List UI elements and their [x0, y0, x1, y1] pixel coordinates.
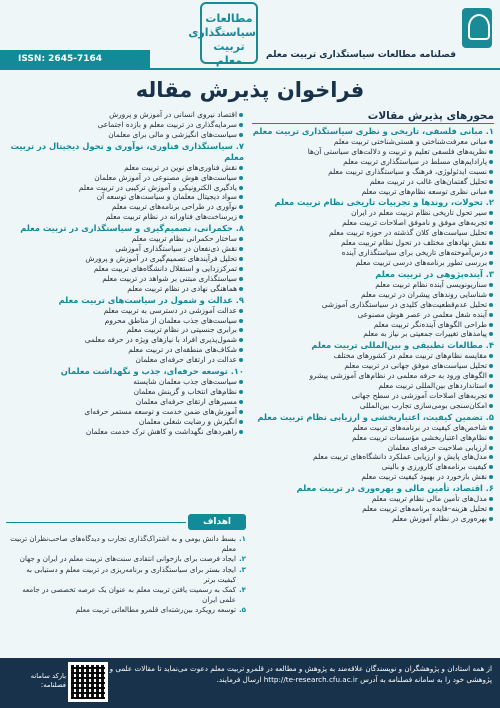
- goal-number: ۴.: [238, 585, 246, 595]
- goal-number: ۲.: [238, 554, 246, 564]
- list-item: امکان‌سنجی بومی‌سازی تجارب بین‌المللی: [252, 401, 494, 411]
- goal-item: [6, 554, 246, 564]
- list-item: تحلیل فرآیندهای تصمیم‌گیری در آموزش و پرورش: [8, 254, 244, 264]
- list-item: سواد دیجیتال معلمان و سیاست‌های توسعه آن: [8, 192, 244, 202]
- list-item: شاخص‌های کیفیت در برنامه‌های تربیت معلم: [252, 423, 494, 433]
- page-title: فراخوان پذیرش مقاله: [135, 78, 365, 102]
- goals-list: [6, 534, 246, 616]
- axes-heading: محورهای پذیرش مقالات: [252, 109, 494, 124]
- list-item: استانداردهای بین‌المللی تربیت معلم: [252, 381, 494, 391]
- logo-line-1: مطالعات: [205, 12, 253, 25]
- list-item: تحلیل هزینه–فایده برنامه‌های تربیت معلم: [252, 504, 494, 514]
- list-item: ارزیابی صلاحیت حرفه‌ای معلمان: [252, 443, 494, 453]
- list-item: نظریه‌های فلسفی تعلیم و تربیت و دلالت‌های سیاستی آن‌ها: [252, 147, 494, 157]
- list-item: سیاست‌های جذب معلمان از مناطق محروم: [8, 316, 244, 326]
- right-section-title: ۵. تضمین کیفیت، اعتباربخشی و ارزیابی نظام تربیت معلم: [257, 411, 494, 422]
- qr-code-icon[interactable]: [68, 662, 108, 702]
- list-item: سیاستگذاری مبتنی بر شواهد در تربیت معلم: [8, 274, 244, 284]
- list-item: سیر تحول تاریخی نظام تربیت معلم در ایران: [252, 208, 494, 218]
- list-item: تجربه‌های اصلاحات آموزشی در سطح جهانی: [252, 391, 494, 401]
- list-item: مبانی نظری توسعه نظام‌های تربیت معلم: [252, 187, 494, 197]
- list-item: آینده شغل معلمی در عصر هوش مصنوعی: [252, 310, 494, 320]
- list-item: مدل‌های تأمین مالی نظام تربیت معلم: [252, 494, 494, 504]
- right-section-title: ۲. تحولات، روندها و تجربیات تاریخی نظام تربیت معلم: [274, 197, 494, 208]
- list-item: شکاف‌های منطقه‌ای در تربیت معلم: [8, 345, 244, 355]
- left-column: [8, 110, 244, 436]
- list-item: زیرساخت‌های فناورانه در نظام تربیت معلم: [8, 212, 244, 222]
- right-section-title: ۴. مطالعات تطبیقی و بین‌المللی تربیت معلم: [311, 340, 494, 351]
- left-section-title: ۱۰. توسعه حرفه‌ای، جذب و نگهداشت معلمان: [60, 366, 244, 377]
- list-item: عدالت در ارتقای حرفه‌ای معلمان: [8, 355, 244, 365]
- goal-item: [6, 585, 246, 605]
- list-item: تحلیل سیاست‌های کلان گذشته در حوزه تربیت معلم: [252, 228, 494, 238]
- footer: [0, 658, 500, 708]
- list-item: سناریونویسی آینده نظام تربیت معلم: [252, 280, 494, 290]
- list-item: بررسی تطور برنامه‌های درسی تربیت معلم: [252, 258, 494, 268]
- list-item: راهبردهای نگهداشت و کاهش ترک خدمت معلمان: [8, 427, 244, 437]
- list-item: تمرکززدایی و استقلال دانشگاه‌های تربیت معلم: [8, 264, 244, 274]
- list-item: نقش نهادهای مختلف در تحول نظام تربیت معلم: [252, 238, 494, 248]
- list-item: سیاست‌های جذب معلمان شایسته: [8, 377, 244, 387]
- list-item: تجربه‌های موفق و ناموفق اصلاحات تربیت معلم: [252, 218, 494, 228]
- list-item: نقش بازخورد در بهبود کیفیت تربیت معلم: [252, 472, 494, 482]
- goal-text: ایجاد فرصت برای بازخوانی انتقادی سنت‌های تربیت معلم در ایران و جهان: [19, 554, 236, 564]
- goals-divider: [6, 522, 186, 523]
- right-section-title: ۶. اقتصاد، تأمین مالی و بهره‌وری در تربیت معلم: [296, 483, 494, 494]
- list-item: تحلیل عدم‌قطعیت‌های کلیدی در سیاستگذاری آموزشی: [252, 300, 494, 310]
- footer-invitation-text: از همه استادان و پژوهشگران و نویسندگان علاقه‌مند به پژوهش و مطالعه در قلمرو تربیت معلم دعوت می‌نماید تا مقالات علمی و پژوهشی خود را به سامانه فصلنامه به آدرس http://te-research.cfu.ac.ir ارسال فرمایند.: [109, 664, 492, 684]
- left-section-title: ۸. حکمرانی، تصمیم‌گیری و سیاستگذاری در تربیت معلم: [20, 223, 244, 234]
- list-item: مدل‌های پایش و ارزیابی عملکرد دانشگاه‌های تربیت معلم: [252, 452, 494, 462]
- goal-text: بسط دانش بومی و به اشتراک‌گذاری تجارب و دیدگاه‌های صاحب‌نظران تربیت معلم: [10, 534, 236, 554]
- list-item: نوآوری در طراحی برنامه‌های تربیت معلم: [8, 202, 244, 212]
- list-item: بهره‌وری در نظام آموزش معلم: [252, 514, 494, 524]
- list-item: آموزش‌های ضمن خدمت و توسعه مستمر حرفه‌ای: [8, 407, 244, 417]
- goal-item: [6, 534, 246, 554]
- list-item: سرمایه‌گذاری در تربیت معلم و بازده اجتماعی: [8, 120, 244, 130]
- goal-text: توسعه رویکرد بین‌رشته‌ای قلمرو مطالعاتی تربیت معلم: [75, 605, 236, 615]
- list-item: یادگیری الکترونیکی و آموزش ترکیبی در تربیت معلم: [8, 183, 244, 193]
- logo-line-3: تربیت معلم: [213, 40, 245, 67]
- list-item: مسیرهای ارتقای حرفه‌ای معلمان: [8, 397, 244, 407]
- goal-item: [6, 605, 246, 615]
- list-item: ساختار حکمرانی نظام تربیت معلم: [8, 234, 244, 244]
- list-item: هماهنگی نهادی در نظام تربیت معلم: [8, 284, 244, 294]
- list-item: شناسایی روندهای پیشران در تربیت معلم: [252, 290, 494, 300]
- journal-name: فصلنامه مطالعات سیاستگذاری تربیت معلم: [266, 50, 456, 60]
- university-emblem-icon: [462, 8, 492, 48]
- list-item: پیامدهای تغییرات جمعیتی بر نیاز به معلم: [252, 329, 494, 339]
- list-item: عدالت آموزشی در دسترسی به تربیت معلم: [8, 306, 244, 316]
- left-section-title: ۹. عدالت و شمول در سیاست‌های تربیت معلم: [58, 294, 244, 305]
- list-item: نقش ذی‌نفعان در سیاستگذاری آموزشی: [8, 244, 244, 254]
- list-item: نظام‌های اعتباربخشی مؤسسات تربیت معلم: [252, 433, 494, 443]
- list-item: سیاست‌های انگیزشی و مالی برای معلمان: [8, 130, 244, 140]
- right-section-title: ۱. مبانی فلسفی، تاریخی و نظری سیاستگذاری تربیت معلم: [252, 126, 494, 136]
- left-section-title: ۷. سیاستگذاری فناوری، نوآوری و تحول دیجیتال در تربیت معلم: [10, 140, 244, 162]
- goal-number: ۳.: [238, 564, 246, 574]
- list-item: کیفیت برنامه‌های کارورزی و بالینی: [252, 462, 494, 472]
- goal-item: [6, 565, 246, 585]
- right-section-title: ۳. آینده‌پژوهی در تربیت معلم: [375, 268, 494, 279]
- issn-badge: ISSN: 2645-7164: [0, 50, 150, 68]
- list-item: طراحی الگوهای آینده‌نگر تربیت معلم: [252, 320, 494, 330]
- journal-logo: [188, 2, 258, 67]
- list-item: تحلیل سیاست‌های موفق جهانی در تربیت معلم: [252, 361, 494, 371]
- goals-heading: اهداف: [188, 514, 246, 530]
- list-item: تحلیل گفتمان‌های غالب در تربیت معلم: [252, 177, 494, 187]
- list-item: شمول‌پذیری افراد با نیازهای ویژه در حرفه معلمی: [8, 335, 244, 345]
- list-item: نقش فناوری‌های نوین در تربیت معلم: [8, 163, 244, 173]
- header: [0, 0, 500, 72]
- header-divider: [0, 68, 500, 70]
- list-item: الگوهای ورود به حرفه معلمی در نظام‌های آموزشی پیشرو: [252, 371, 494, 381]
- goal-number: ۱.: [238, 534, 246, 543]
- list-item: مقایسه نظام‌های تربیت معلم در کشورهای مختلف: [252, 351, 494, 361]
- logo-line-2: سیاستگذاری: [188, 26, 256, 39]
- list-item: انگیزش و رضایت شغلی معلمان: [8, 417, 244, 427]
- list-item: اقتصاد نیروی انسانی در آموزش و پرورش: [8, 110, 244, 120]
- qr-caption: بارکد سامانه فصلنامه:: [30, 672, 66, 689]
- right-column: [252, 108, 494, 524]
- list-item: پارادایم‌های مسلط در سیاستگذاری تربیت معلم: [252, 157, 494, 167]
- goal-number: ۵.: [238, 605, 246, 615]
- list-item: نظام‌های انتخاب و گزینش معلمان: [8, 387, 244, 397]
- list-item: نسبت ایدئولوژی، فرهنگ و سیاستگذاری تربیت معلم: [252, 167, 494, 177]
- goals-section: [6, 514, 246, 652]
- goal-text: ایجاد بستر برای سیاستگذاری و برنامه‌ریزی در تربیت معلم و دستیابی به کیفیت برتر: [26, 564, 236, 584]
- list-item: برابری جنسیتی در نظام تربیت معلم: [8, 325, 244, 335]
- list-item: مبانی معرفت‌شناختی و هستی‌شناختی تربیت معلم: [252, 137, 494, 147]
- goal-text: کمک به رسمیت یافتن تربیت معلم به عنوان یک عرصه تخصصی در جامعه علمی ایران: [22, 585, 236, 605]
- list-item: سیاست‌های هوش مصنوعی در آموزش معلمان: [8, 173, 244, 183]
- list-item: درس‌آموخته‌های تاریخی برای سیاستگذاری آینده: [252, 248, 494, 258]
